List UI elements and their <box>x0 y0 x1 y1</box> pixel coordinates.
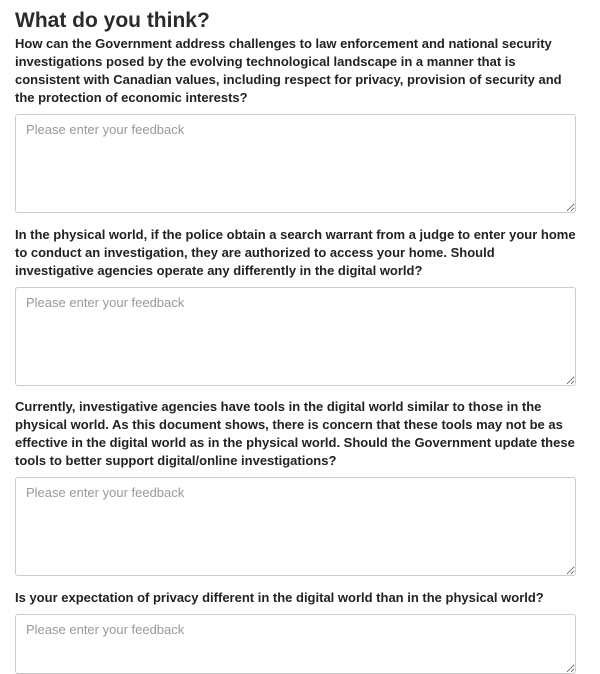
feedback-form <box>15 0 576 674</box>
question-1-feedback-textarea[interactable] <box>15 114 576 213</box>
question-2-feedback-textarea[interactable] <box>15 287 576 386</box>
question-4 <box>15 589 576 674</box>
question-2 <box>15 226 576 386</box>
question-2-label: In the physical world, if the police obtain a search warrant from a judge to enter your home to conduct an investigation, they are authorized to access your home. Should investigative agencies operate any differently in the digital world? <box>15 227 576 278</box>
question-4-feedback-textarea[interactable] <box>15 614 576 674</box>
question-1 <box>15 35 576 213</box>
question-1-label: How can the Government address challenges to law enforcement and national security investigations posed by the evolving technological landscape in a manner that is consistent with Canadian values, including respect for privacy, provision of security and the protection of economic interests? <box>15 36 562 105</box>
page-title: What do you think? <box>15 9 210 32</box>
question-3-label: Currently, investigative agencies have tools in the digital world similar to those in the physical world. As this document shows, there is concern that these tools may not be as effective in the digital world as in the physical world. Should the Government update these tools to better support digital/online investigations? <box>15 399 575 468</box>
question-4-label: Is your expectation of privacy different in the digital world than in the physical world? <box>15 590 544 605</box>
question-3 <box>15 398 576 576</box>
question-3-feedback-textarea[interactable] <box>15 477 576 576</box>
